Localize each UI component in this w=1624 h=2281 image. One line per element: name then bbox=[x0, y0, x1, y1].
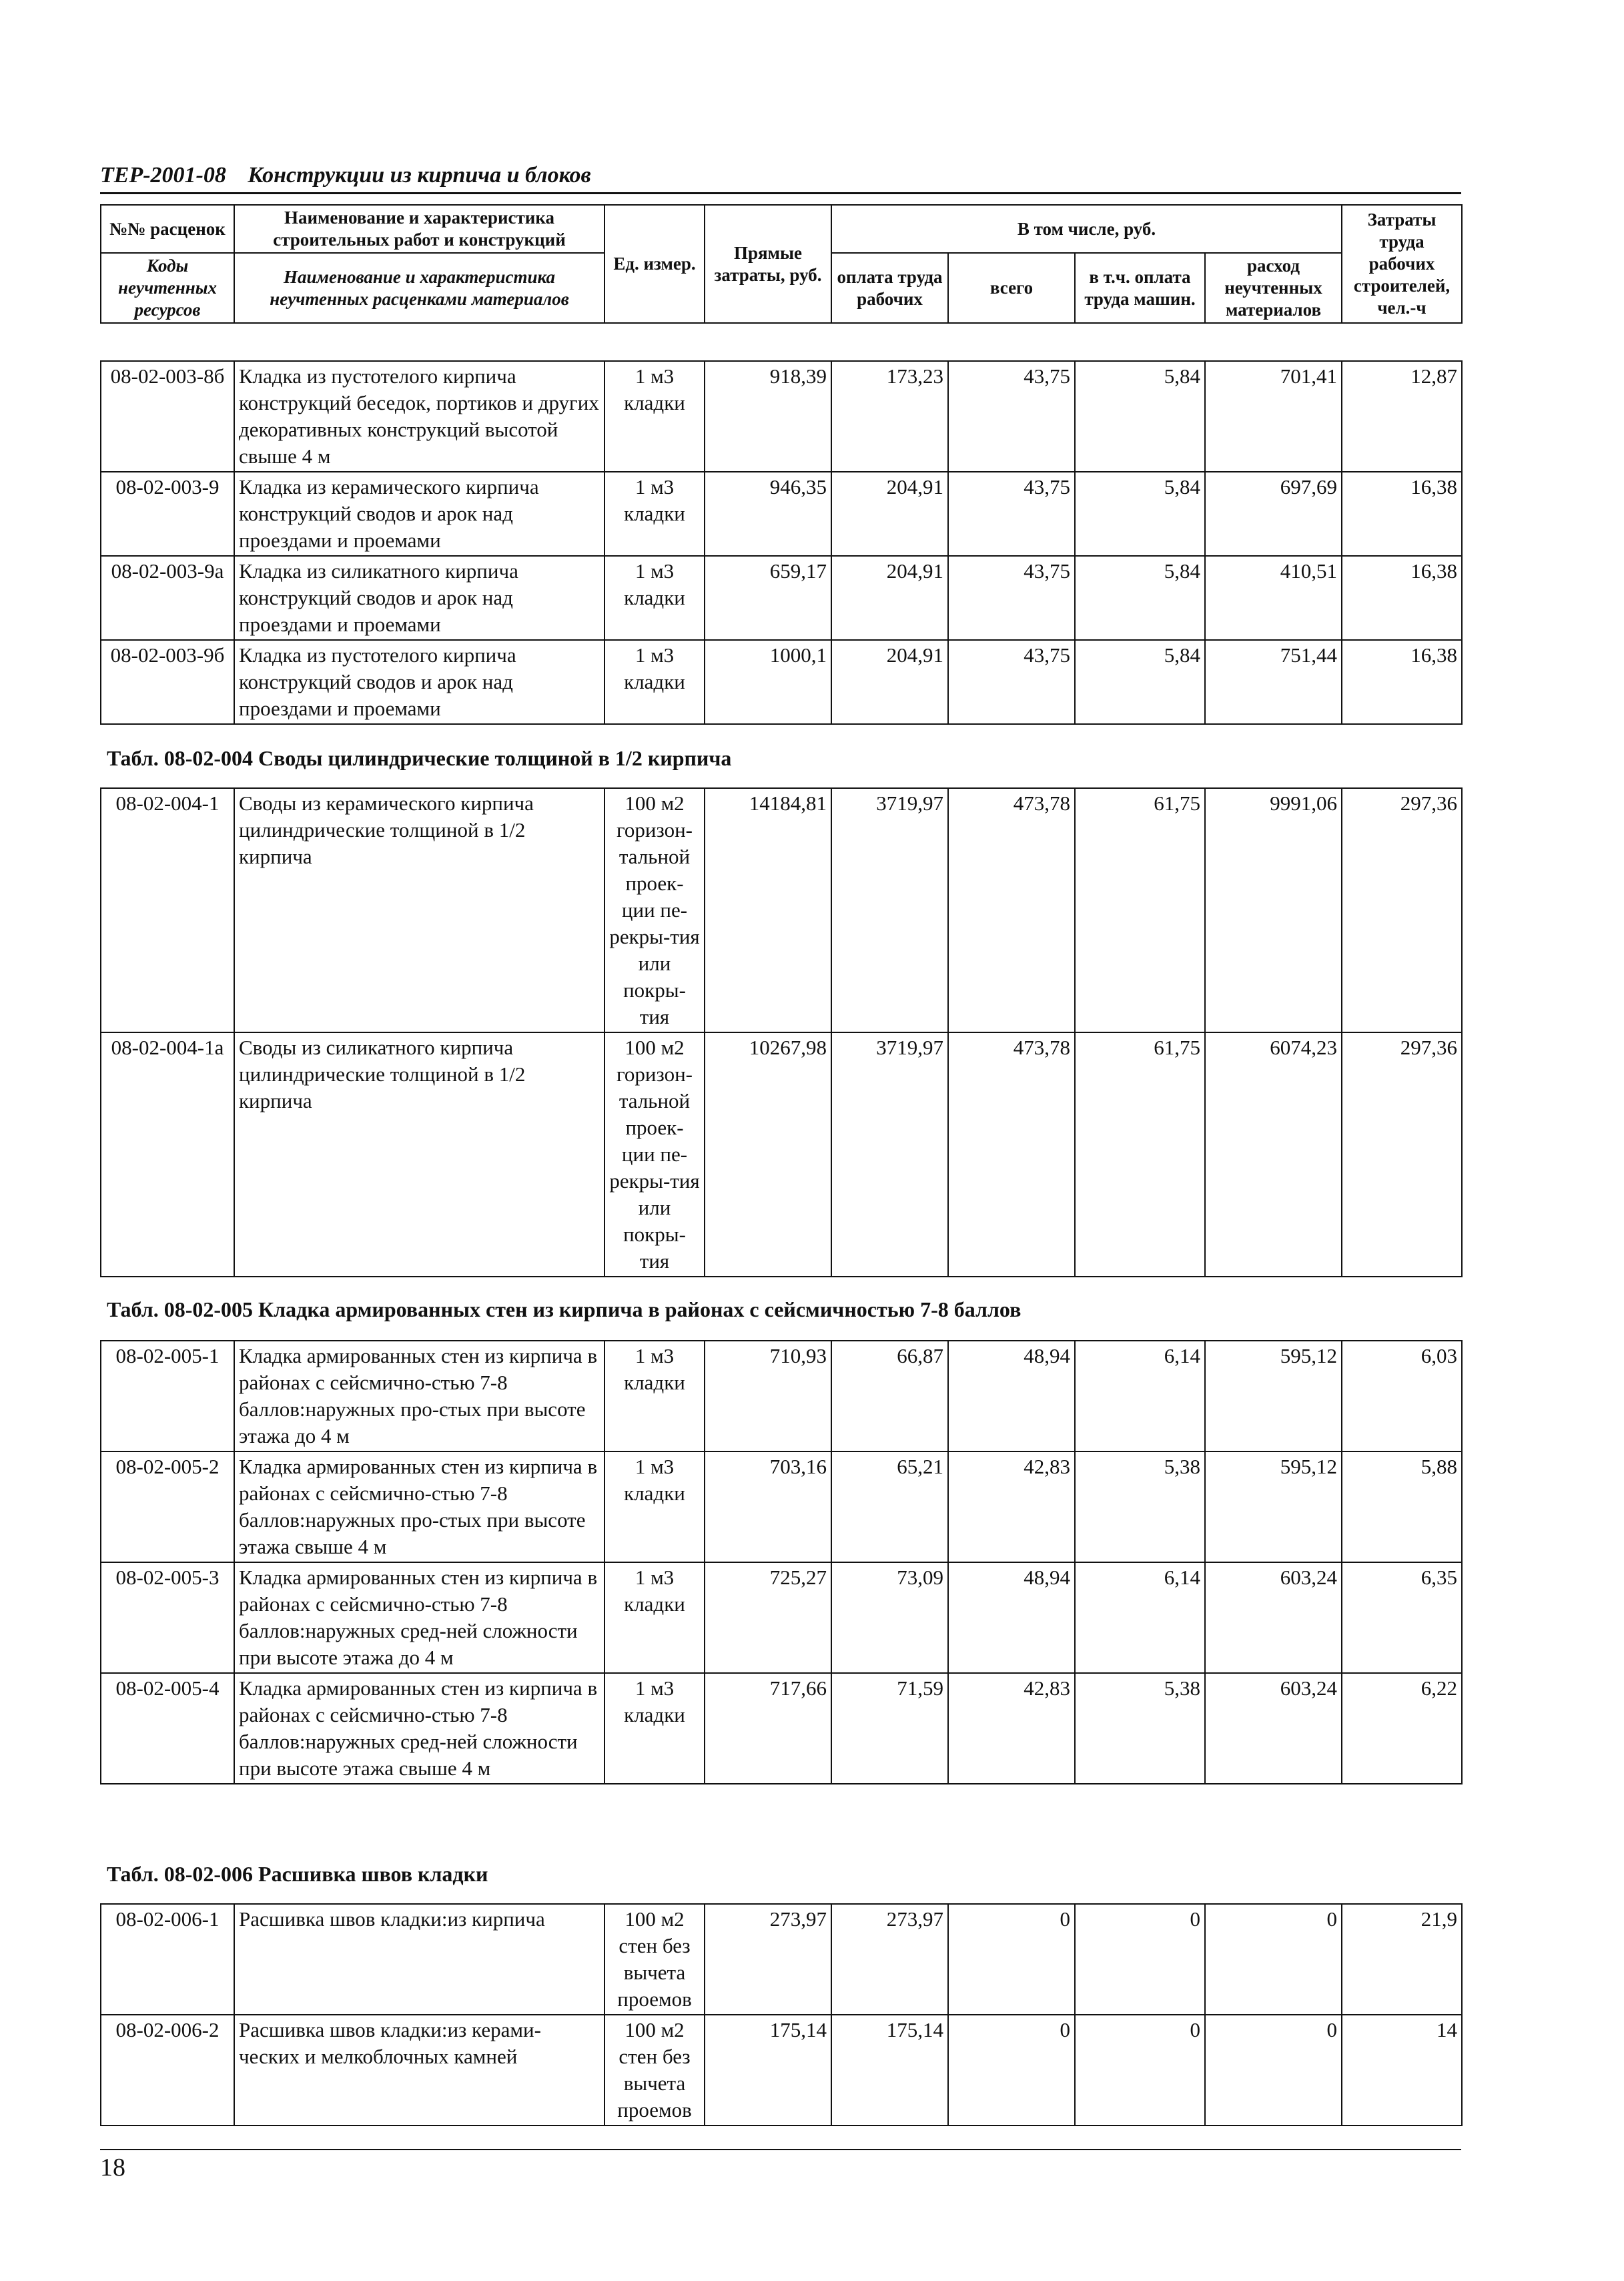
page-number: 18 bbox=[100, 2154, 125, 2182]
machines-labor-pay-cell: 61,75 bbox=[1075, 788, 1205, 1032]
header-materials: расход неучтенных материалов bbox=[1205, 253, 1342, 323]
labor-pay-cell: 73,09 bbox=[831, 1562, 948, 1673]
unit-cell: 100 м2 стен без вычета проемов bbox=[604, 2015, 705, 2126]
machines-labor-pay-cell: 0 bbox=[1075, 1904, 1205, 2015]
rate-code-cell: 08-02-004-1а bbox=[101, 1032, 234, 1277]
work-name-cell: Кладка армированных стен из кирпича в районах с сейсмично-стью 7-8 баллов:наружных сред-ней сложности при высоте этажа свыше 4 м bbox=[234, 1673, 604, 1784]
table-row bbox=[101, 361, 1462, 472]
work-name-cell: Кладка армированных стен из кирпича в районах с сейсмично-стью 7-8 баллов:наружных про-стых при высоте этажа до 4 м bbox=[234, 1341, 604, 1451]
unit-cell: 100 м2 стен без вычета проемов bbox=[604, 1904, 705, 2015]
labor-pay-cell: 3719,97 bbox=[831, 1032, 948, 1277]
header-labor-pay: оплата труда рабочих bbox=[831, 253, 948, 323]
machines-labor-pay-cell: 6,14 bbox=[1075, 1341, 1205, 1451]
rate-code-cell: 08-02-005-1 bbox=[101, 1341, 234, 1451]
machines-labor-pay-cell: 61,75 bbox=[1075, 1032, 1205, 1277]
header-incl: В том числе, руб. bbox=[831, 205, 1342, 253]
direct-costs-cell: 175,14 bbox=[705, 2015, 831, 2126]
labor-pay-cell: 175,14 bbox=[831, 2015, 948, 2126]
direct-costs-cell: 703,16 bbox=[705, 1451, 831, 1562]
labor-pay-cell: 204,91 bbox=[831, 640, 948, 724]
labor-hours-cell: 297,36 bbox=[1342, 788, 1462, 1032]
rate-code-cell: 08-02-004-1 bbox=[101, 788, 234, 1032]
work-name-cell: Своды из силикатного кирпича цилиндрические толщиной в 1/2 кирпича bbox=[234, 1032, 604, 1277]
header-machines-pay: в т.ч. оплата труда машин. bbox=[1075, 253, 1205, 323]
document-code: ТЕР-2001-08 bbox=[100, 163, 226, 188]
labor-pay-cell: 71,59 bbox=[831, 1673, 948, 1784]
machines-total-cell: 42,83 bbox=[948, 1673, 1075, 1784]
rate-code-cell: 08-02-006-2 bbox=[101, 2015, 234, 2126]
table-2 bbox=[100, 787, 1463, 1277]
table-row bbox=[101, 1032, 1462, 1277]
direct-costs-cell: 10267,98 bbox=[705, 1032, 831, 1277]
labor-hours-cell: 16,38 bbox=[1342, 472, 1462, 556]
machines-labor-pay-cell: 6,14 bbox=[1075, 1562, 1205, 1673]
section-title-006: Табл. 08-02-006 Расшивка швов кладки bbox=[107, 1862, 488, 1886]
table-row bbox=[101, 640, 1462, 724]
machines-labor-pay-cell: 5,38 bbox=[1075, 1451, 1205, 1562]
header-labor: Затраты труда рабочих строителей, чел.-ч bbox=[1342, 205, 1462, 323]
materials-cell: 697,69 bbox=[1205, 472, 1342, 556]
labor-hours-cell: 16,38 bbox=[1342, 556, 1462, 640]
table-row bbox=[101, 1673, 1462, 1784]
machines-total-cell: 48,94 bbox=[948, 1562, 1075, 1673]
header-direct: Прямые затраты, руб. bbox=[705, 205, 831, 323]
machines-labor-pay-cell: 5,84 bbox=[1075, 472, 1205, 556]
machines-labor-pay-cell: 5,84 bbox=[1075, 640, 1205, 724]
machines-total-cell: 43,75 bbox=[948, 361, 1075, 472]
table-4 bbox=[100, 1903, 1463, 2126]
unit-cell: 1 м3 кладки bbox=[604, 1451, 705, 1562]
direct-costs-cell: 273,97 bbox=[705, 1904, 831, 2015]
unit-cell: 1 м3 кладки bbox=[604, 361, 705, 472]
materials-cell: 595,12 bbox=[1205, 1451, 1342, 1562]
unit-cell: 1 м3 кладки bbox=[604, 1562, 705, 1673]
labor-hours-cell: 6,35 bbox=[1342, 1562, 1462, 1673]
rate-code-cell: 08-02-005-2 bbox=[101, 1451, 234, 1562]
table-row bbox=[101, 788, 1462, 1032]
rate-code-cell: 08-02-005-3 bbox=[101, 1562, 234, 1673]
materials-cell: 9991,06 bbox=[1205, 788, 1342, 1032]
materials-cell: 0 bbox=[1205, 1904, 1342, 2015]
table-row bbox=[101, 1562, 1462, 1673]
rate-code-cell: 08-02-003-9б bbox=[101, 640, 234, 724]
labor-pay-cell: 173,23 bbox=[831, 361, 948, 472]
labor-hours-cell: 12,87 bbox=[1342, 361, 1462, 472]
page-header bbox=[100, 163, 1461, 194]
labor-hours-cell: 21,9 bbox=[1342, 1904, 1462, 2015]
labor-hours-cell: 16,38 bbox=[1342, 640, 1462, 724]
materials-cell: 0 bbox=[1205, 2015, 1342, 2126]
labor-hours-cell: 5,88 bbox=[1342, 1451, 1462, 1562]
direct-costs-cell: 1000,1 bbox=[705, 640, 831, 724]
materials-cell: 751,44 bbox=[1205, 640, 1342, 724]
unit-cell: 1 м3 кладки bbox=[604, 556, 705, 640]
direct-costs-cell: 717,66 bbox=[705, 1673, 831, 1784]
rate-code-cell: 08-02-003-9 bbox=[101, 472, 234, 556]
work-name-cell: Кладка из керамического кирпича конструкций сводов и арок над проездами и проемами bbox=[234, 472, 604, 556]
direct-costs-cell: 918,39 bbox=[705, 361, 831, 472]
labor-pay-cell: 273,97 bbox=[831, 1904, 948, 2015]
labor-hours-cell: 6,03 bbox=[1342, 1341, 1462, 1451]
labor-pay-cell: 204,91 bbox=[831, 472, 948, 556]
unit-cell: 1 м3 кладки bbox=[604, 1673, 705, 1784]
labor-pay-cell: 66,87 bbox=[831, 1341, 948, 1451]
work-name-cell: Кладка из пустотелого кирпича конструкций беседок, портиков и других декоративных конструкций высотой свыше 4 м bbox=[234, 361, 604, 472]
table-row bbox=[101, 1341, 1462, 1451]
labor-hours-cell: 297,36 bbox=[1342, 1032, 1462, 1277]
work-name-cell: Кладка армированных стен из кирпича в районах с сейсмично-стью 7-8 баллов:наружных про-стых при высоте этажа свыше 4 м bbox=[234, 1451, 604, 1562]
machines-total-cell: 43,75 bbox=[948, 556, 1075, 640]
rate-code-cell: 08-02-003-8б bbox=[101, 361, 234, 472]
machines-total-cell: 43,75 bbox=[948, 640, 1075, 724]
document-title: Конструкции из кирпича и блоков bbox=[248, 163, 591, 188]
machines-total-cell: 0 bbox=[948, 2015, 1075, 2126]
header-unit: Ед. измер. bbox=[604, 205, 705, 323]
section-title-004: Табл. 08-02-004 Своды цилиндрические толщиной в 1/2 кирпича bbox=[107, 746, 732, 770]
machines-total-cell: 42,83 bbox=[948, 1451, 1075, 1562]
unit-cell: 1 м3 кладки bbox=[604, 1341, 705, 1451]
work-name-cell: Кладка из пустотелого кирпича конструкций сводов и арок над проездами и проемами bbox=[234, 640, 604, 724]
labor-pay-cell: 204,91 bbox=[831, 556, 948, 640]
materials-cell: 603,24 bbox=[1205, 1673, 1342, 1784]
direct-costs-cell: 710,93 bbox=[705, 1341, 831, 1451]
materials-cell: 595,12 bbox=[1205, 1341, 1342, 1451]
work-name-cell: Кладка армированных стен из кирпича в районах с сейсмично-стью 7-8 баллов:наружных сред-ней сложности при высоте этажа до 4 м bbox=[234, 1562, 604, 1673]
machines-total-cell: 473,78 bbox=[948, 1032, 1075, 1277]
unit-cell: 1 м3 кладки bbox=[604, 640, 705, 724]
machines-total-cell: 43,75 bbox=[948, 472, 1075, 556]
labor-hours-cell: 6,22 bbox=[1342, 1673, 1462, 1784]
unit-cell: 1 м3 кладки bbox=[604, 472, 705, 556]
materials-cell: 603,24 bbox=[1205, 1562, 1342, 1673]
table-row bbox=[101, 1451, 1462, 1562]
header-codes: Коды неучтенных ресурсов bbox=[101, 253, 234, 323]
materials-cell: 701,41 bbox=[1205, 361, 1342, 472]
direct-costs-cell: 725,27 bbox=[705, 1562, 831, 1673]
labor-pay-cell: 3719,97 bbox=[831, 788, 948, 1032]
machines-total-cell: 0 bbox=[948, 1904, 1075, 2015]
direct-costs-cell: 14184,81 bbox=[705, 788, 831, 1032]
header-num: №№ расценок bbox=[101, 205, 234, 253]
rate-code-cell: 08-02-005-4 bbox=[101, 1673, 234, 1784]
rate-code-cell: 08-02-003-9а bbox=[101, 556, 234, 640]
section-title-005: Табл. 08-02-005 Кладка армированных стен из кирпича в районах с сейсмичностью 7-8 баллов bbox=[107, 1297, 1022, 1321]
header-row-1 bbox=[101, 205, 1462, 253]
footer-rule bbox=[100, 2149, 1461, 2150]
machines-total-cell: 473,78 bbox=[948, 788, 1075, 1032]
machines-labor-pay-cell: 5,84 bbox=[1075, 556, 1205, 640]
work-name-cell: Кладка из силикатного кирпича конструкций сводов и арок над проездами и проемами bbox=[234, 556, 604, 640]
machines-labor-pay-cell: 5,84 bbox=[1075, 361, 1205, 472]
table-row bbox=[101, 1904, 1462, 2015]
table-row bbox=[101, 472, 1462, 556]
labor-hours-cell: 14 bbox=[1342, 2015, 1462, 2126]
materials-cell: 6074,23 bbox=[1205, 1032, 1342, 1277]
unit-cell: 100 м2 горизон-тальной проек-ции пе-рекры-тия или покры-тия bbox=[604, 788, 705, 1032]
table-3 bbox=[100, 1340, 1463, 1784]
work-name-cell: Своды из керамического кирпича цилиндрические толщиной в 1/2 кирпича bbox=[234, 788, 604, 1032]
machines-total-cell: 48,94 bbox=[948, 1341, 1075, 1451]
table-main-header bbox=[100, 204, 1463, 324]
table-row bbox=[101, 2015, 1462, 2126]
machines-labor-pay-cell: 0 bbox=[1075, 2015, 1205, 2126]
labor-pay-cell: 65,21 bbox=[831, 1451, 948, 1562]
direct-costs-cell: 946,35 bbox=[705, 472, 831, 556]
rate-code-cell: 08-02-006-1 bbox=[101, 1904, 234, 2015]
header-name2: Наименование и характеристика неучтенных расценками материалов bbox=[234, 253, 604, 323]
header-name: Наименование и характеристика строительных работ и конструкций bbox=[234, 205, 604, 253]
direct-costs-cell: 659,17 bbox=[705, 556, 831, 640]
materials-cell: 410,51 bbox=[1205, 556, 1342, 640]
work-name-cell: Расшивка швов кладки:из кирпича bbox=[234, 1904, 604, 2015]
table-row bbox=[101, 556, 1462, 640]
table-1 bbox=[100, 360, 1463, 725]
header-machines-total: всего bbox=[948, 253, 1075, 323]
work-name-cell: Расшивка швов кладки:из керами-ческих и мелкоблочных камней bbox=[234, 2015, 604, 2126]
unit-cell: 100 м2 горизон-тальной проек-ции пе-рекры-тия или покры-тия bbox=[604, 1032, 705, 1277]
machines-labor-pay-cell: 5,38 bbox=[1075, 1673, 1205, 1784]
